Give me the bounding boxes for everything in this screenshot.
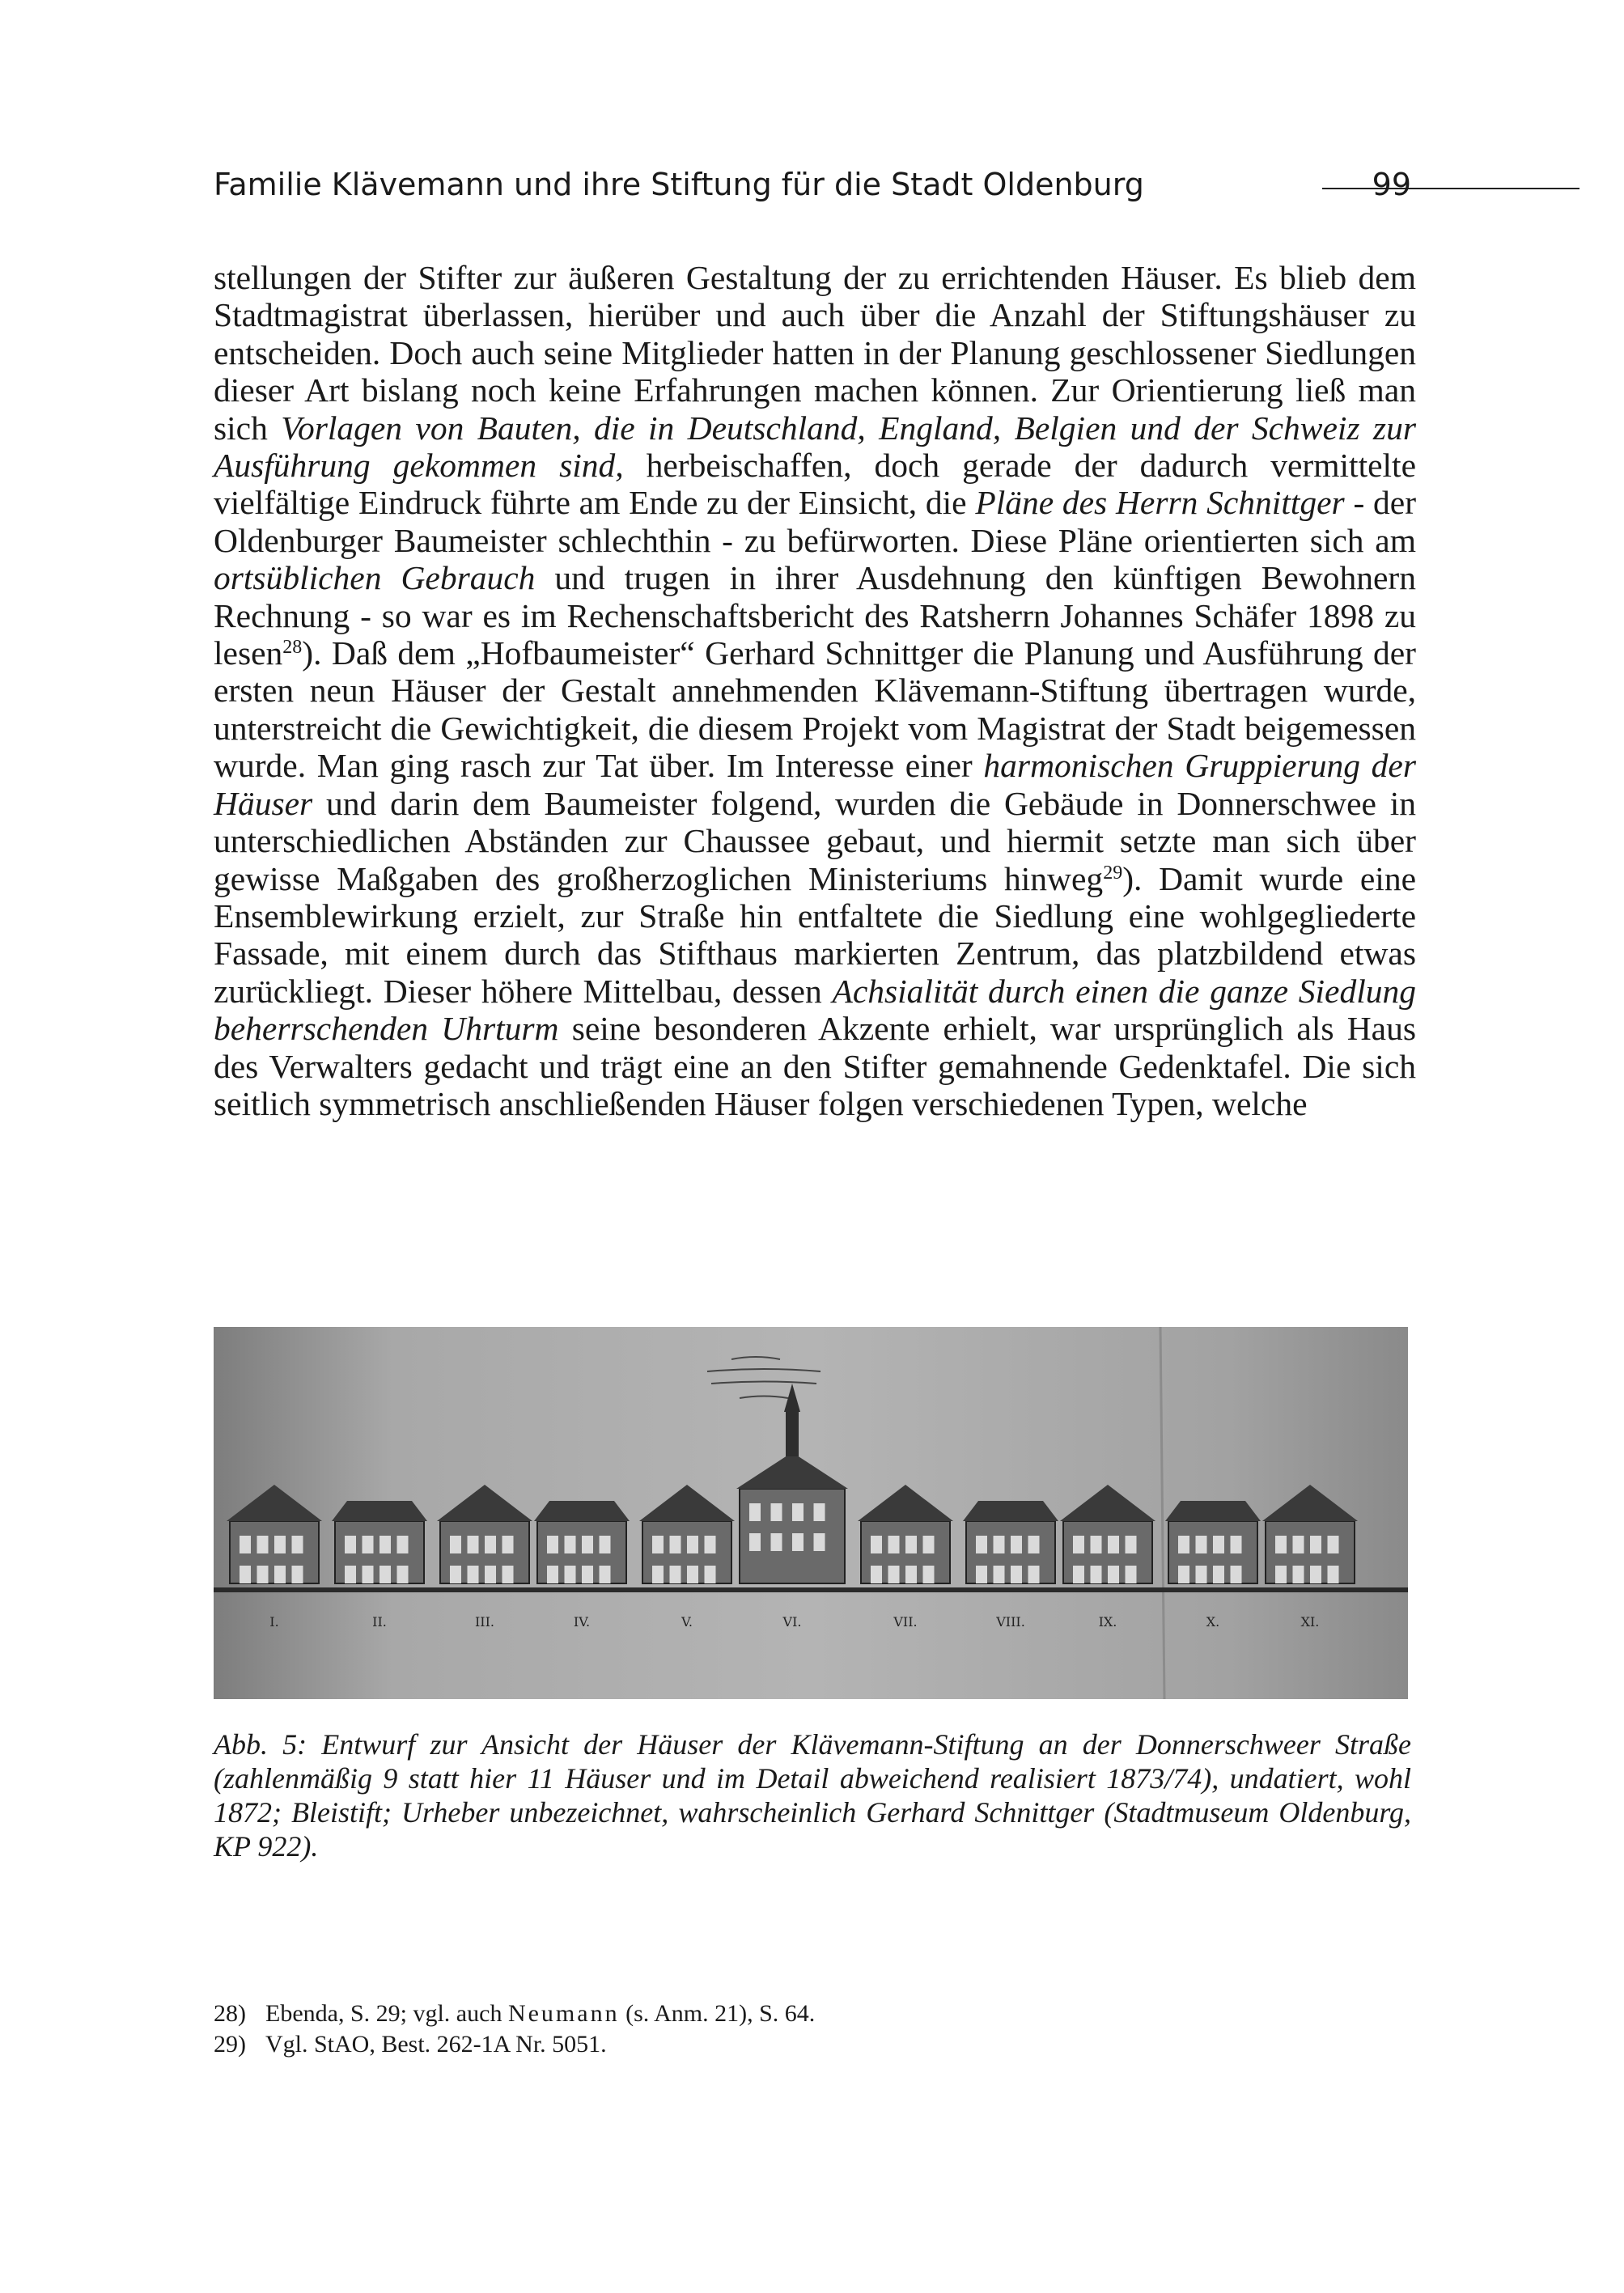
footnote-ref[interactable]: 28 xyxy=(282,637,303,659)
house-elevation xyxy=(534,1501,630,1583)
house-label: XI. xyxy=(1300,1614,1320,1630)
text-run: herbeischaffen, doch gerade der dadurch vermittelte vielfältige Eindruck führte am Ende zu der Einsicht, die xyxy=(214,447,1416,522)
house-label: IX. xyxy=(1098,1614,1117,1630)
running-head xyxy=(214,167,1411,209)
footnote-mark: 29) xyxy=(214,2031,246,2058)
house-label: VII. xyxy=(893,1614,918,1630)
text-run: ). Daß dem „Hofbaumeister“ Gerhard Schnittger die Planung und Ausführung der ersten neun Häuser der Gestalt annehmenden Klävemann-Stiftung übertragen wurde, unterstreicht die Gewichtigkeit, die diesem Projekt vom Magistrat der Stadt beigemessen wurde. Man ging rasch zur Tat über. Im Interesse einer xyxy=(214,634,1416,785)
italic-run: Achsialität durch einen die ganze Siedlung beherrschenden Uhrturm xyxy=(214,972,1417,1048)
footnote-author: Neumann xyxy=(507,2000,620,2027)
italic-run: Vorlagen von Bauten, die in Deutschland, England, Belgien und der Schweiz zur Ausführung gekommen sind, xyxy=(214,409,1416,485)
house-label: VIII. xyxy=(996,1614,1025,1630)
house-label: I. xyxy=(269,1614,279,1630)
footnote-29 xyxy=(214,2029,1411,2060)
text-run: und darin dem Baumeister folgend, wurden die Gebäude in Donnerschwee in unterschiedlichen Abständen zur Chaussee gebaut, und hiermit setzte man sich über gewisse Maßgaben des großherzoglichen Ministeriums hinweg xyxy=(214,784,1416,897)
house-elevation xyxy=(1165,1501,1261,1583)
house-elevation xyxy=(332,1501,427,1583)
footnote-text-run: (s. Anm. 21), S. 64. xyxy=(619,2000,816,2027)
footnote-mark: 28) xyxy=(214,2000,246,2027)
body-text xyxy=(214,259,1416,1122)
architectural-drawing-icon xyxy=(214,1327,1408,1699)
text-run: seine besonderen Akzente erhielt, war ursprünglich als Haus des Verwalters gedacht und trägt eine an den Stifter gemahnende Gedenktafel. Die sich seitlich symmetrisch anschließenden Häuser folgen verschiedenen Typen, welche xyxy=(214,1010,1416,1122)
footnote-ref[interactable]: 29 xyxy=(1103,862,1123,884)
footnote-text-run: Ebenda, S. 29; vgl. auch xyxy=(265,2000,508,2027)
running-title: Familie Klävemann und ihre Stiftung für die Stadt Oldenburg xyxy=(214,167,1144,202)
house-elevation xyxy=(963,1501,1058,1583)
footnote-text: Vgl. StAO, Best. 262-1A Nr. 5051. xyxy=(265,2031,607,2058)
footnote-text xyxy=(265,1998,815,2029)
house-label: VI. xyxy=(782,1614,802,1630)
italic-run: ortsüblichen Gebrauch xyxy=(214,559,536,597)
italic-run: Pläne des Herrn Schnittger xyxy=(975,484,1345,522)
text-run: - der Oldenburger Baumeister schlechthin - zu befürworten. Diese Pläne orientierten sich am xyxy=(214,484,1417,559)
house-label: II. xyxy=(372,1614,387,1630)
footnotes xyxy=(214,1998,1411,2060)
header-rule xyxy=(1322,188,1579,189)
figure-caption: Abb. 5: Entwurf zur Ansicht der Häuser der Klävemann-Stiftung an der Donnerschweer Straße (zahlenmäßig 9 statt hier 11 Häuser und im Detail abweichend realisiert 1873/74), undatiert, wohl 1872; Bleistift; Urheber unbezeichnet, wahrscheinlich Gerhard Schnittger (Stadtmuseum Oldenburg, KP 922). xyxy=(214,1728,1411,1863)
house-label: IV. xyxy=(573,1614,591,1630)
body-paragraph xyxy=(214,259,1416,1122)
text-run: und trugen in ihrer Ausdehnung den künftigen Bewohnern Rechnung - so war es im Rechenschaftsbericht des Ratsherrn Johannes Schäfer 1898 zu lesen xyxy=(214,559,1416,672)
italic-run: harmonischen Gruppierung der Häuser xyxy=(214,747,1416,822)
house-label: III. xyxy=(474,1614,495,1630)
house-label: V. xyxy=(681,1614,693,1630)
house-label: X. xyxy=(1206,1614,1220,1630)
text-run: ). Damit wurde eine Ensemblewirkung erzielt, zur Straße hin entfaltete die Siedlung eine wohlgegliederte Fassade, mit einem durch das Stifthaus markierten Zentrum, das platzbildend etwas zurückliegt. Dieser höhere Mittelbau, dessen xyxy=(214,859,1416,1010)
footnote-28 xyxy=(214,1998,1411,2029)
page-number: 99 xyxy=(1372,167,1411,202)
text-run: stellungen der Stifter zur äußeren Gestaltung der zu errichtenden Häuser. Es blieb dem Stadtmagistrat überlassen, hierüber und auch über die Anzahl der Stiftungshäuser zu entscheiden. Doch auch seine Mitglieder hatten in der Planung geschlossener Siedlungen dieser Art bislang noch keine Erfahrungen machen können. Zur Orientierung ließ man sich xyxy=(214,259,1416,447)
architectural-drawing-figure xyxy=(214,1327,1408,1699)
